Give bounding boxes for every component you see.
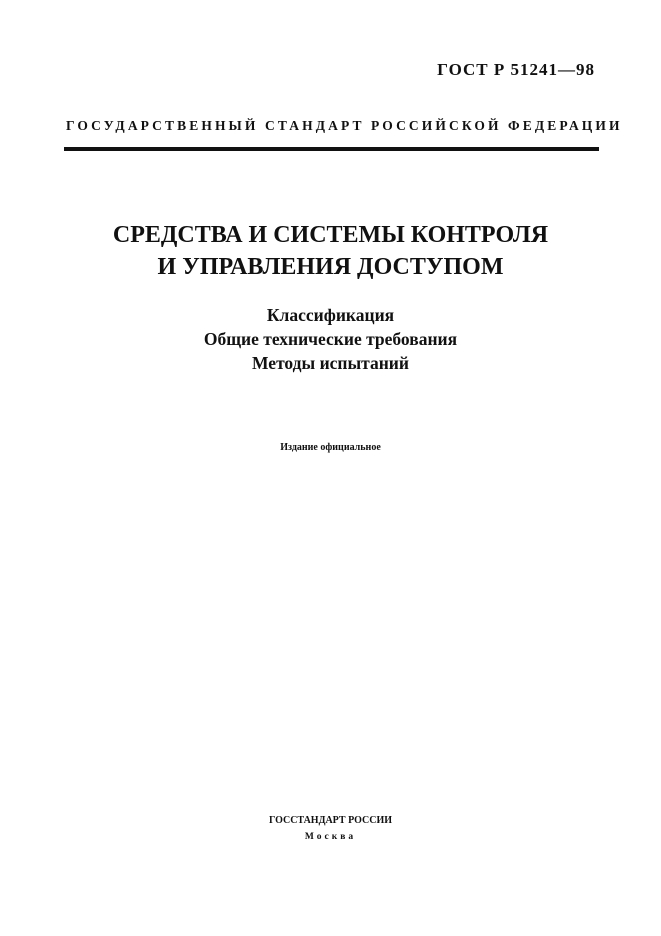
publisher-name: ГОССТАНДАРТ РОССИИ (268, 815, 393, 826)
subtitle-classification: Классификация (266, 305, 395, 325)
title-line-1: СРЕДСТВА И СИСТЕМЫ КОНТРОЛЯ (112, 222, 549, 248)
title-line-2: И УПРАВЛЕНИЯ ДОСТУПОМ (157, 254, 504, 280)
subtitle-general-requirements: Общие технические требования (203, 329, 458, 349)
subtitle-test-methods: Методы испытаний (252, 353, 409, 373)
document-code: ГОСТ Р 51241—98 (437, 60, 595, 79)
edition-note: Издание официальное (280, 442, 381, 453)
standard-type-heading: ГОСУДАРСТВЕННЫЙ СТАНДАРТ РОССИЙСКОЙ ФЕДЕРАЦИИ (66, 118, 623, 133)
document-title (0, 219, 661, 283)
publisher-city: Москва (304, 832, 357, 842)
header-divider (64, 147, 599, 151)
publisher-block (0, 813, 661, 845)
document-subtitles (0, 303, 661, 375)
